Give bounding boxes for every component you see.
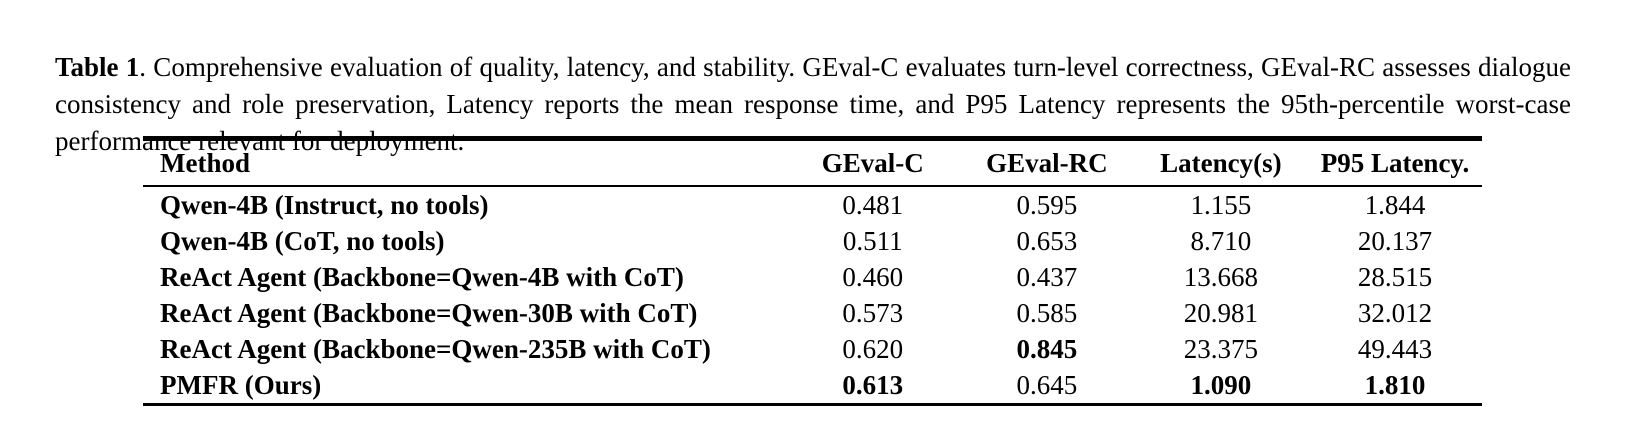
- table-row: [143, 186, 1482, 223]
- column-header-method: Method: [143, 139, 786, 187]
- value-cell: 1.844: [1364, 189, 1426, 220]
- method-cell: ReAct Agent (Backbone=Qwen-30B with CoT): [160, 297, 698, 328]
- method-cell: PMFR (Ours): [160, 369, 322, 400]
- value-cell: 0.573: [842, 297, 904, 328]
- table-row: [143, 295, 1482, 331]
- table-row: [143, 367, 1482, 405]
- value-cell: 0.437: [1016, 261, 1078, 292]
- method-cell: Qwen-4B (Instruct, no tools): [160, 189, 489, 220]
- table-row: [143, 259, 1482, 295]
- value-cell: 0.460: [842, 261, 904, 292]
- table-row: [143, 331, 1482, 367]
- results-table: [143, 136, 1482, 406]
- value-cell: 8.710: [1190, 225, 1252, 256]
- value-cell: 32.012: [1357, 297, 1433, 328]
- value-cell: 23.375: [1183, 333, 1258, 364]
- value-cell: 0.845: [1016, 333, 1078, 364]
- column-header-p95-latency: P95 Latency.: [1308, 139, 1482, 187]
- value-cell: 0.645: [1016, 369, 1078, 400]
- value-cell: 0.585: [1016, 297, 1078, 328]
- method-cell: ReAct Agent (Backbone=Qwen-4B with CoT): [160, 261, 684, 292]
- value-cell: 49.443: [1357, 333, 1433, 364]
- value-cell: 28.515: [1357, 261, 1433, 292]
- method-cell: ReAct Agent (Backbone=Qwen-235B with CoT): [160, 333, 711, 364]
- value-cell: 0.511: [842, 225, 903, 256]
- value-cell: 13.668: [1183, 261, 1258, 292]
- value-cell: 1.155: [1190, 189, 1252, 220]
- value-cell: 0.613: [842, 369, 904, 400]
- table-row: [143, 223, 1482, 259]
- value-cell: 1.090: [1190, 369, 1252, 400]
- table-caption-text: . Comprehensive evaluation of quality, latency, and stability. GEval-C evaluates turn-level correctness, GEval-RC assesses dialogue consistency and role preservation, Latency reports the mean response time, and P95 Latency represents the 95th-percentile worst-case performance relevant for deployment.: [55, 52, 1571, 156]
- method-cell: Qwen-4B (CoT, no tools): [160, 225, 445, 256]
- column-header-geval-c: GEval-C: [786, 139, 960, 187]
- results-table-container: [143, 136, 1482, 406]
- value-cell: 20.137: [1357, 225, 1433, 256]
- table-header: [143, 139, 1482, 187]
- table-header-row: [143, 139, 1482, 187]
- value-cell: 0.620: [842, 333, 904, 364]
- value-cell: 20.981: [1183, 297, 1258, 328]
- value-cell: 0.653: [1016, 225, 1078, 256]
- column-header-geval-rc: GEval-RC: [960, 139, 1134, 187]
- table-body: [143, 186, 1482, 405]
- value-cell: 0.595: [1016, 189, 1078, 220]
- table-caption-label: Table 1: [55, 52, 140, 82]
- value-cell: 0.481: [842, 189, 904, 220]
- value-cell: 1.810: [1364, 369, 1426, 400]
- column-header-latency: Latency(s): [1134, 139, 1308, 187]
